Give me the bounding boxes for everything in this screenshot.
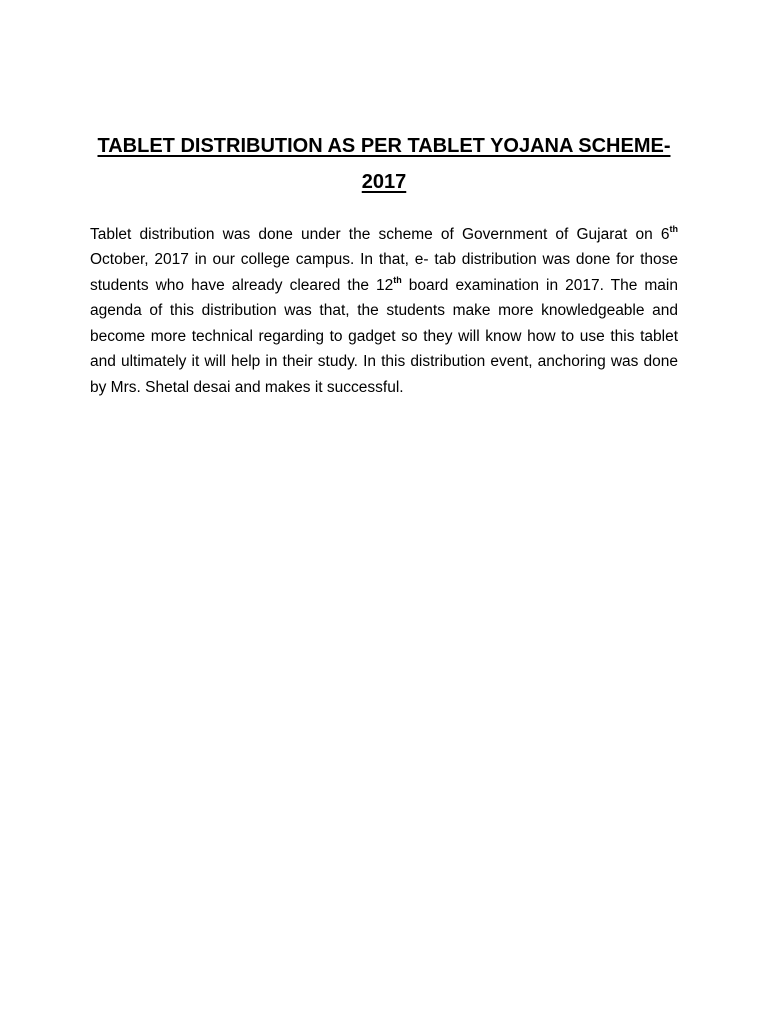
paragraph-text-part-3: board examination in 2017. The main agenda of this distribution was that, the students make more knowledgeable and become more technical regarding to gadget so they will know how to use this tablet and ultimately it will help in their study. In this distribution event, anchoring was done by Mrs. Shetal desai and makes it successful. — [90, 276, 678, 397]
ordinal-suffix-1: th — [669, 223, 678, 234]
paragraph-text-part-2: October, 2017 in our college campus. In that, e- tab distribution was done for those students who have already cleared the 12 — [90, 251, 678, 294]
ordinal-suffix-2: th — [393, 274, 402, 285]
paragraph-text-part-1: Tablet distribution was done under the scheme of Government of Gujarat on 6 — [90, 225, 670, 243]
title-line-1: TABLET DISTRIBUTION AS PER TABLET YOJANA SCHEME- — [97, 135, 671, 157]
page-title — [90, 128, 678, 200]
body-paragraph — [90, 222, 678, 401]
title-line-2: 2017 — [361, 171, 407, 193]
